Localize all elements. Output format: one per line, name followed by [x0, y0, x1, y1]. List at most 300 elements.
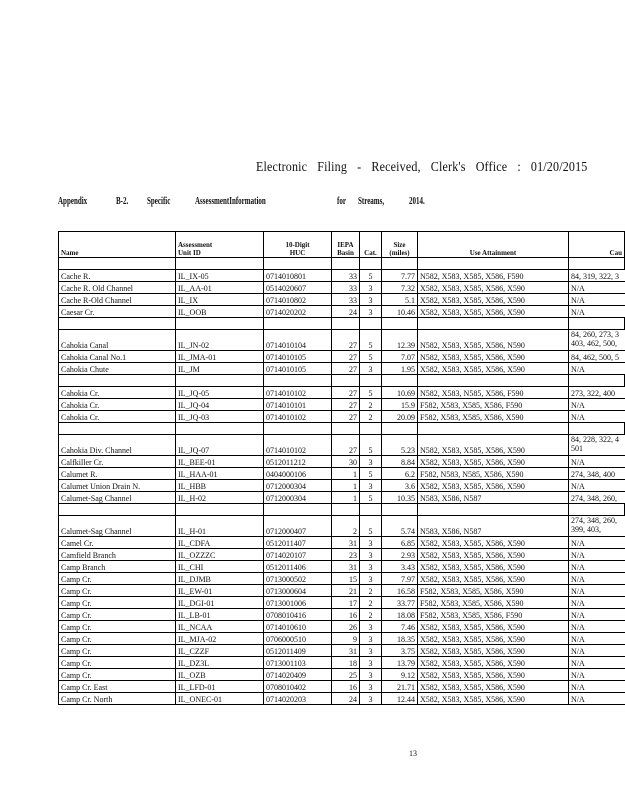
cell-name: Camp Cr. [59, 585, 176, 597]
table-row [59, 399, 625, 411]
cell-basin: 24 [332, 306, 360, 318]
cell-name: Cache R. Old Channel [59, 282, 176, 294]
cell-unit: IL_JQ-05 [176, 387, 264, 399]
subtitle-assessment: AssessmentInformation [195, 196, 266, 207]
cell-cause: 273, 322, 400 [569, 387, 625, 399]
cell-cat: 3 [360, 657, 382, 669]
cell-use: X582, X583, X585, X586, X590 [418, 633, 569, 645]
cell-basin: 18 [332, 657, 360, 669]
cell-huc: 0708010402 [264, 681, 332, 693]
cell-cause: N/A [569, 399, 625, 411]
cell-basin: 1 [332, 480, 360, 492]
cell-cat: 3 [360, 363, 382, 375]
cell-unit: IL_DGI-01 [176, 597, 264, 609]
table-row [59, 549, 625, 561]
cell-cause: N/A [569, 669, 625, 681]
cell-unit: IL_OOB [176, 306, 264, 318]
subtitle-code: B-2. [116, 196, 129, 207]
cell-size: 12.44 [382, 693, 418, 705]
cell-name: Camp Cr. [59, 597, 176, 609]
cell-name: Camp Cr. [59, 633, 176, 645]
table-row [59, 294, 625, 306]
cell-name: Cahokia Chute [59, 363, 176, 375]
cell-cause: 84, 462, 500, 5 [569, 351, 625, 363]
cell-size: 8.84 [382, 456, 418, 468]
cell-size: 7.97 [382, 573, 418, 585]
cell-huc: 0714020107 [264, 549, 332, 561]
cell-cat: 5 [360, 387, 382, 399]
cell-cat: 5 [360, 270, 382, 282]
cell-size: 18.08 [382, 609, 418, 621]
col-header-cat: Cat. [360, 232, 382, 258]
table-row [59, 573, 625, 585]
cell-name: Camp Cr. North [59, 693, 176, 705]
cell-basin: 27 [332, 435, 360, 456]
cell-unit: IL_NCAA [176, 621, 264, 633]
cell-cause: 274, 348, 260, 399, 403, [569, 516, 625, 537]
cell-name: Calumet R. [59, 468, 176, 480]
cell-basin: 2 [332, 516, 360, 537]
cell-name: Camfield Branch [59, 549, 176, 561]
cell-unit: IL_CZZF [176, 645, 264, 657]
cell-basin: 1 [332, 492, 360, 504]
cell-name: Cahokia Canal No.1 [59, 351, 176, 363]
cell-use: X582, X583, X585, X586, X590 [418, 621, 569, 633]
table-row [59, 657, 625, 669]
header-word: Office [475, 160, 508, 175]
cell-huc: 0512011406 [264, 561, 332, 573]
cell-cause: 84, 319, 322, 3 [569, 270, 625, 282]
assessment-table [58, 231, 625, 705]
table-header-row [59, 232, 625, 258]
cell-cause: N/A [569, 609, 625, 621]
cell-name: Cache R-Old Channel [59, 294, 176, 306]
col-header-use: Use Attainment [418, 232, 569, 258]
cell-use: X582, X583, X585, X586, X590 [418, 681, 569, 693]
cell-size: 16.58 [382, 585, 418, 597]
cell-use: X582, X583, X585, X586, X590 [418, 549, 569, 561]
cell-cat: 2 [360, 597, 382, 609]
cell-use: N582, X583, X585, X586, X590 [418, 435, 569, 456]
col-header-size: Size (miles) [382, 232, 418, 258]
cell-huc: 0714010802 [264, 294, 332, 306]
cell-cause: N/A [569, 306, 625, 318]
cell-name: Calumet-Sag Channel [59, 492, 176, 504]
header-word: : [517, 160, 521, 175]
cell-use: X582, X583, X585, X586, X590 [418, 537, 569, 549]
cell-size: 5.1 [382, 294, 418, 306]
col-header-name: Name [59, 232, 176, 258]
cell-size: 10.46 [382, 306, 418, 318]
cell-cat: 3 [360, 681, 382, 693]
cell-cause: N/A [569, 411, 625, 423]
table-row [59, 669, 625, 681]
cell-size: 6.2 [382, 468, 418, 480]
cell-size: 7.32 [382, 282, 418, 294]
cell-cause: N/A [569, 681, 625, 693]
header-word: - [357, 160, 362, 175]
col-header-huc: 10-Digit HUC [264, 232, 332, 258]
cell-name: Camp Branch [59, 561, 176, 573]
cell-cat: 3 [360, 537, 382, 549]
cell-cause: N/A [569, 480, 625, 492]
cell-use: F582, N583, N585, X586, X590 [418, 468, 569, 480]
cell-cat: 3 [360, 306, 382, 318]
table-row [59, 693, 625, 705]
table-row [59, 363, 625, 375]
cell-cat: 5 [360, 468, 382, 480]
cell-basin: 15 [332, 573, 360, 585]
cell-huc: 0713001103 [264, 657, 332, 669]
filing-stamp-header [256, 160, 594, 176]
subtitle-streams: Streams, [358, 196, 385, 207]
cell-use: X582, X583, X585, X586, X590 [418, 645, 569, 657]
cell-huc: 0714010105 [264, 363, 332, 375]
cell-huc: 0714010104 [264, 330, 332, 351]
cell-huc: 0714020203 [264, 693, 332, 705]
cell-cause: N/A [569, 693, 625, 705]
cell-name: Camp Cr. [59, 621, 176, 633]
cell-basin: 24 [332, 693, 360, 705]
cell-unit: IL_DZ3L [176, 657, 264, 669]
cell-size: 2.93 [382, 549, 418, 561]
group-spacer [59, 423, 625, 435]
cell-cat: 2 [360, 585, 382, 597]
col-header-unit: Assessment Unit ID [176, 232, 264, 258]
cell-unit: IL_JQ-03 [176, 411, 264, 423]
table-row [59, 681, 625, 693]
cell-use: X582, X583, X585, X586, X590 [418, 561, 569, 573]
cell-name: Cahokia Cr. [59, 411, 176, 423]
cell-size: 3.75 [382, 645, 418, 657]
cell-cat: 2 [360, 609, 382, 621]
group-spacer [59, 375, 625, 387]
cell-use: X582, X583, X585, X586, X590 [418, 363, 569, 375]
cell-cause: N/A [569, 363, 625, 375]
table-row [59, 597, 625, 609]
cell-name: Cahokia Canal [59, 330, 176, 351]
cell-huc: 0713001006 [264, 597, 332, 609]
cell-cat: 5 [360, 516, 382, 537]
cell-use: N583, X586, N587 [418, 492, 569, 504]
cell-cat: 3 [360, 561, 382, 573]
cell-use: X582, X583, X585, X586, X590 [418, 669, 569, 681]
table-row [59, 645, 625, 657]
cell-use: N582, X583, X585, X586, X590 [418, 351, 569, 363]
cell-cat: 3 [360, 693, 382, 705]
cell-basin: 31 [332, 561, 360, 573]
page-number: 13 [409, 749, 417, 758]
cell-unit: IL_JN-02 [176, 330, 264, 351]
cell-unit: IL_MJA-02 [176, 633, 264, 645]
cell-cat: 3 [360, 480, 382, 492]
cell-unit: IL_CDFA [176, 537, 264, 549]
cell-size: 13.79 [382, 657, 418, 669]
cell-cat: 3 [360, 645, 382, 657]
cell-huc: 0404000106 [264, 468, 332, 480]
cell-cause: N/A [569, 573, 625, 585]
cell-size: 5.74 [382, 516, 418, 537]
table-row [59, 492, 625, 504]
cell-size: 7.46 [382, 621, 418, 633]
cell-size: 5.23 [382, 435, 418, 456]
cell-huc: 0714010610 [264, 621, 332, 633]
cell-use: N583, X586, N587 [418, 516, 569, 537]
table-row [59, 435, 625, 456]
cell-unit: IL_IX-05 [176, 270, 264, 282]
cell-use: N582, X583, X585, X586, N590 [418, 330, 569, 351]
cell-huc: 0712000304 [264, 480, 332, 492]
cell-cause: 84, 260, 273, 3 403, 462, 500, [569, 330, 625, 351]
cell-size: 20.09 [382, 411, 418, 423]
cell-use: X582, X583, X585, X586, X590 [418, 306, 569, 318]
cell-use: F582, X583, X585, X586, F590 [418, 399, 569, 411]
cell-use: F582, X583, X585, X586, X590 [418, 597, 569, 609]
cell-huc: 0708010416 [264, 609, 332, 621]
cell-cause: 84, 228, 322, 4 501 [569, 435, 625, 456]
cell-cat: 5 [360, 330, 382, 351]
cell-size: 6.85 [382, 537, 418, 549]
table-row [59, 456, 625, 468]
cell-basin: 27 [332, 330, 360, 351]
cell-size: 7.77 [382, 270, 418, 282]
cell-huc: 0712000407 [264, 516, 332, 537]
cell-name: Cahokia Cr. [59, 387, 176, 399]
cell-cause: N/A [569, 621, 625, 633]
cell-basin: 27 [332, 363, 360, 375]
group-spacer [59, 504, 625, 516]
cell-use: X582, X583, X585, X586, X590 [418, 693, 569, 705]
cell-name: Camp Cr. [59, 645, 176, 657]
group-spacer [59, 258, 625, 270]
cell-huc: 0512011212 [264, 456, 332, 468]
table-row [59, 411, 625, 423]
table-row [59, 537, 625, 549]
cell-cause: N/A [569, 597, 625, 609]
cell-unit: IL_CHI [176, 561, 264, 573]
cell-basin: 31 [332, 645, 360, 657]
cell-cause: N/A [569, 633, 625, 645]
cell-use: X582, X583, X585, X586, X590 [418, 456, 569, 468]
cell-cause: N/A [569, 537, 625, 549]
cell-huc: 0712000304 [264, 492, 332, 504]
cell-cat: 5 [360, 351, 382, 363]
cell-unit: IL_OZZZC [176, 549, 264, 561]
cell-cat: 3 [360, 456, 382, 468]
cell-name: Cahokia Cr. [59, 399, 176, 411]
table-row [59, 480, 625, 492]
cell-basin: 31 [332, 537, 360, 549]
cell-size: 7.07 [382, 351, 418, 363]
table-row [59, 633, 625, 645]
cell-huc: 0714020202 [264, 306, 332, 318]
cell-size: 10.35 [382, 492, 418, 504]
cell-cause: N/A [569, 585, 625, 597]
cell-basin: 33 [332, 282, 360, 294]
cell-cat: 3 [360, 633, 382, 645]
table-row [59, 516, 625, 537]
table-row [59, 270, 625, 282]
cell-use: N582, X583, N585, X586, F590 [418, 387, 569, 399]
cell-cat: 3 [360, 549, 382, 561]
cell-name: Calumet-Sag Channel [59, 516, 176, 537]
cell-unit: IL_LB-01 [176, 609, 264, 621]
cell-huc: 0714010102 [264, 435, 332, 456]
table-body [59, 258, 625, 705]
cell-unit: IL_H-02 [176, 492, 264, 504]
cell-size: 18.35 [382, 633, 418, 645]
cell-cause: N/A [569, 645, 625, 657]
cell-use: X582, X583, X585, X586, X590 [418, 657, 569, 669]
cell-use: X582, X583, X585, X586, X590 [418, 294, 569, 306]
cell-huc: 0714010102 [264, 387, 332, 399]
col-header-basin: IEPA Basin [332, 232, 360, 258]
cell-unit: IL_ONEC-01 [176, 693, 264, 705]
cell-basin: 16 [332, 609, 360, 621]
cell-basin: 21 [332, 585, 360, 597]
cell-unit: IL_JM [176, 363, 264, 375]
cell-huc: 0713000604 [264, 585, 332, 597]
cell-size: 9.12 [382, 669, 418, 681]
group-spacer [59, 318, 625, 330]
cell-basin: 9 [332, 633, 360, 645]
subtitle-appendix: Appendix [58, 196, 88, 207]
cell-unit: IL_HBB [176, 480, 264, 492]
cell-use: F582, X583, X585, X586, X590 [418, 411, 569, 423]
cell-basin: 1 [332, 468, 360, 480]
cell-huc: 0706000510 [264, 633, 332, 645]
cell-size: 10.69 [382, 387, 418, 399]
cell-unit: IL_H-01 [176, 516, 264, 537]
cell-huc: 0714010102 [264, 411, 332, 423]
cell-huc: 0514020607 [264, 282, 332, 294]
cell-unit: IL_JQ-04 [176, 399, 264, 411]
cell-basin: 16 [332, 681, 360, 693]
cell-size: 3.6 [382, 480, 418, 492]
cell-cat: 3 [360, 573, 382, 585]
cell-cause: N/A [569, 657, 625, 669]
cell-use: X582, X583, X585, X586, X590 [418, 282, 569, 294]
cell-cause: N/A [569, 282, 625, 294]
cell-name: Calumet Union Drain N. [59, 480, 176, 492]
cell-basin: 26 [332, 621, 360, 633]
col-header-cause: Cau [569, 232, 625, 258]
cell-cause: N/A [569, 456, 625, 468]
cell-unit: IL_EW-01 [176, 585, 264, 597]
cell-unit: IL_AA-01 [176, 282, 264, 294]
cell-size: 12.39 [382, 330, 418, 351]
header-word: Electronic [256, 160, 308, 175]
header-word: Clerk's [430, 160, 466, 175]
cell-basin: 30 [332, 456, 360, 468]
cell-huc: 0512011409 [264, 645, 332, 657]
cell-cat: 2 [360, 411, 382, 423]
cell-cat: 5 [360, 492, 382, 504]
cell-unit: IL_IX [176, 294, 264, 306]
cell-name: Cahokia Div. Channel [59, 435, 176, 456]
cell-unit: IL_LFD-01 [176, 681, 264, 693]
cell-cause: 274, 348, 260, [569, 492, 625, 504]
cell-unit: IL_DJMB [176, 573, 264, 585]
cell-name: Camp Cr. East [59, 681, 176, 693]
cell-use: X582, X583, X585, X586, X590 [418, 573, 569, 585]
cell-size: 1.95 [382, 363, 418, 375]
cell-huc: 0714020409 [264, 669, 332, 681]
cell-size: 21.71 [382, 681, 418, 693]
cell-use: X582, X583, X585, X586, X590 [418, 480, 569, 492]
table-row [59, 468, 625, 480]
cell-cat: 5 [360, 435, 382, 456]
cell-use: N582, X583, X585, X586, F590 [418, 270, 569, 282]
cell-unit: IL_BEE-01 [176, 456, 264, 468]
cell-name: Cache R. [59, 270, 176, 282]
cell-basin: 33 [332, 270, 360, 282]
table-row [59, 585, 625, 597]
cell-unit: IL_JQ-07 [176, 435, 264, 456]
cell-use: F582, X583, X585, X586, F590 [418, 609, 569, 621]
cell-basin: 27 [332, 351, 360, 363]
cell-cause: N/A [569, 294, 625, 306]
cell-unit: IL_HAA-01 [176, 468, 264, 480]
table-row [59, 387, 625, 399]
cell-huc: 0512011407 [264, 537, 332, 549]
cell-basin: 27 [332, 399, 360, 411]
table-row [59, 609, 625, 621]
cell-basin: 25 [332, 669, 360, 681]
cell-use: F582, X583, X585, X586, X590 [418, 585, 569, 597]
cell-name: Camp Cr. [59, 657, 176, 669]
table-row [59, 282, 625, 294]
cell-huc: 0713000502 [264, 573, 332, 585]
cell-basin: 27 [332, 411, 360, 423]
cell-unit: IL_OZB [176, 669, 264, 681]
cell-name: Camel Cr. [59, 537, 176, 549]
cell-basin: 27 [332, 387, 360, 399]
cell-name: Camp Cr. [59, 609, 176, 621]
header-word: Received, [371, 160, 421, 175]
header-word: Filing [317, 160, 348, 175]
cell-basin: 33 [332, 294, 360, 306]
table-row [59, 621, 625, 633]
cell-cat: 3 [360, 282, 382, 294]
cell-size: 33.77 [382, 597, 418, 609]
cell-huc: 0714010105 [264, 351, 332, 363]
cell-huc: 0714010101 [264, 399, 332, 411]
cell-size: 15.9 [382, 399, 418, 411]
cell-name: Camp Cr. [59, 669, 176, 681]
cell-cat: 3 [360, 621, 382, 633]
cell-cat: 3 [360, 294, 382, 306]
cell-cause: 274, 348, 400 [569, 468, 625, 480]
cell-cat: 3 [360, 669, 382, 681]
cell-name: Caesar Cr. [59, 306, 176, 318]
subtitle-year: 2014. [409, 196, 425, 207]
table-row [59, 306, 625, 318]
cell-cause: N/A [569, 549, 625, 561]
cell-cat: 2 [360, 399, 382, 411]
subtitle-for: for [337, 196, 346, 207]
cell-huc: 0714010801 [264, 270, 332, 282]
header-word: 01/20/2015 [530, 160, 588, 175]
subtitle-specific: Specific [147, 196, 171, 207]
cell-size: 3.43 [382, 561, 418, 573]
cell-unit: IL_JMA-01 [176, 351, 264, 363]
table-row [59, 351, 625, 363]
table-row [59, 330, 625, 351]
cell-basin: 23 [332, 549, 360, 561]
table-row [59, 561, 625, 573]
cell-cause: N/A [569, 561, 625, 573]
